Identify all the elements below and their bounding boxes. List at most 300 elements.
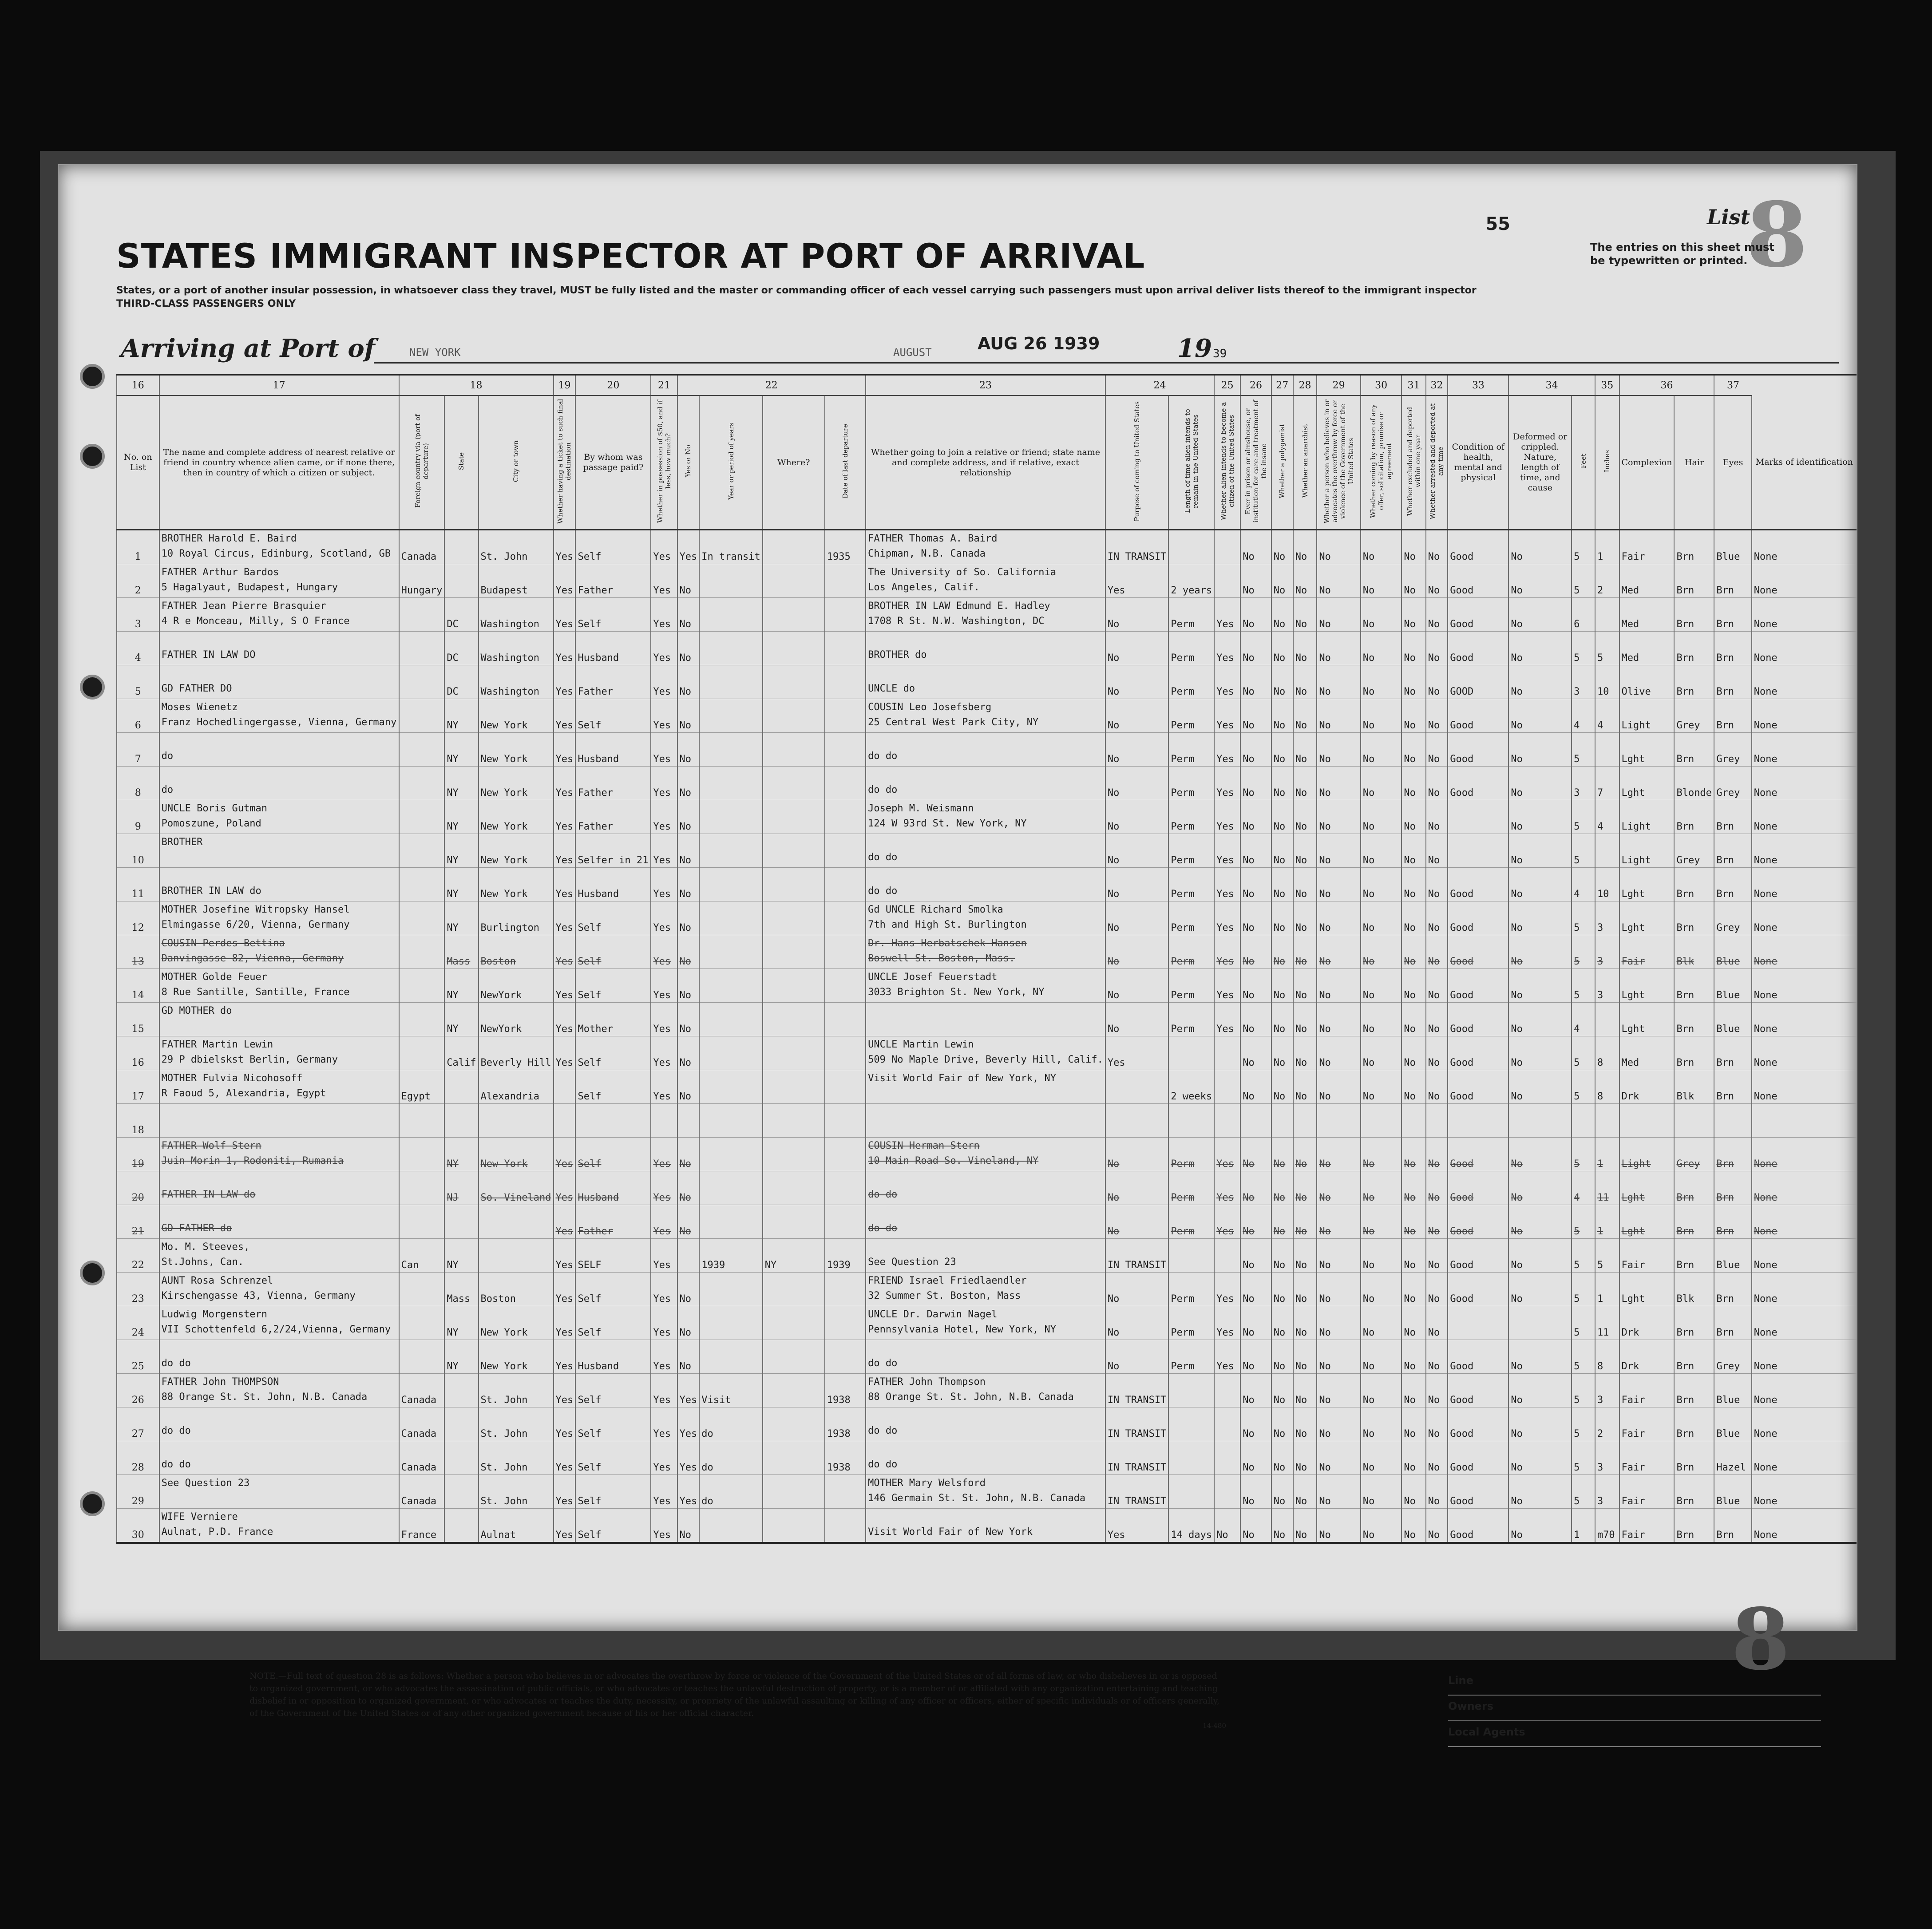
marks-cell: None <box>1752 901 1857 935</box>
where-cell <box>763 800 825 834</box>
header-arrested-label: Whether arrested and deported at any time <box>1429 403 1445 519</box>
m50-cell: Yes <box>651 1205 677 1239</box>
q30-cell: No <box>1401 564 1425 598</box>
complexion-cell: Drk <box>1619 1070 1675 1104</box>
rel2-text: 4 R e Monceau, Milly, S O France <box>161 616 350 627</box>
m50-cell: Yes <box>651 1171 677 1205</box>
passenger-row <box>117 1138 1857 1171</box>
joining-cell <box>866 1407 1105 1441</box>
col-37-number: 37 <box>1714 375 1751 395</box>
marks-cell: None <box>1752 969 1857 1003</box>
col-34-number: 34 <box>1508 375 1595 395</box>
feet-cell: 5 <box>1572 1070 1595 1104</box>
rel2-text: FATHER IN LAW DO <box>161 649 256 660</box>
passenger-row <box>117 1340 1857 1374</box>
header-prison <box>1240 395 1271 530</box>
length-cell: Perm <box>1168 1340 1214 1374</box>
join2-text <box>868 1087 1103 1102</box>
rel1-text <box>162 1171 397 1188</box>
q29-cell: No <box>1361 868 1401 901</box>
marks-cell: None <box>1752 1273 1857 1306</box>
q30-cell: No <box>1401 1003 1425 1036</box>
joining-cell <box>866 733 1105 767</box>
header-length <box>1168 395 1214 530</box>
dep-cell <box>825 1340 866 1374</box>
q29-cell: No <box>1361 564 1401 598</box>
q25-cell: No <box>1240 733 1271 767</box>
rel1-text <box>162 632 397 648</box>
paid-cell: Self <box>575 1374 651 1407</box>
marks-cell: None <box>1752 1003 1857 1036</box>
via-cell <box>399 1171 445 1205</box>
ticket-cell: Yes <box>554 800 576 834</box>
rel1-text <box>162 868 397 885</box>
years-cell <box>699 1205 762 1239</box>
hair-cell: Brn <box>1674 530 1714 564</box>
years-cell <box>699 868 762 901</box>
years-cell <box>699 1509 762 1543</box>
hair-cell: Brn <box>1674 1407 1714 1441</box>
marks-cell: None <box>1752 1205 1857 1239</box>
q26-cell: No <box>1271 1070 1293 1104</box>
q25-cell: No <box>1240 1374 1271 1407</box>
deformed-cell: No <box>1508 1475 1572 1509</box>
header-overthrow-label: Whether a person who believes in or advocates the overthrow by force or violence of the Government of the United States <box>1322 399 1355 523</box>
hair-cell: Brn <box>1674 800 1714 834</box>
city-cell: Washington <box>479 665 554 699</box>
q28-cell: No <box>1317 1036 1361 1070</box>
m50-cell <box>651 1104 677 1138</box>
inches-cell: m70 <box>1595 1509 1619 1543</box>
rel1-text: FATHER Wolf Stern <box>161 1140 261 1151</box>
joining-cell <box>866 1340 1105 1374</box>
citizen-cell: Yes <box>1214 1138 1240 1171</box>
join2-text: Los Angeles, Calif. <box>868 582 980 593</box>
joining-cell <box>866 800 1105 834</box>
marks-cell: None <box>1752 1239 1857 1273</box>
no-cell: 12 <box>117 901 159 935</box>
ever-cell: No <box>677 901 700 935</box>
complexion-cell: Fair <box>1619 1407 1675 1441</box>
header-feet <box>1572 395 1595 530</box>
rel1-text: FATHER Jean Pierre Brasquier <box>161 601 326 612</box>
marks-cell: None <box>1752 834 1857 868</box>
citizen-cell: Yes <box>1214 868 1240 901</box>
m50-cell: Yes <box>651 598 677 632</box>
q29-cell: No <box>1361 1138 1401 1171</box>
eyes-cell: Blue <box>1714 530 1751 564</box>
inches-cell: 2 <box>1595 1407 1619 1441</box>
health-cell: Good <box>1448 1374 1508 1407</box>
q30-cell: No <box>1401 1171 1425 1205</box>
q26-cell: No <box>1271 1374 1293 1407</box>
q26-cell: No <box>1271 1239 1293 1273</box>
q27-cell: No <box>1293 699 1317 733</box>
ticket-cell: Yes <box>554 1273 576 1306</box>
length-cell: Perm <box>1168 1171 1214 1205</box>
join2-text: 25 Central West Park City, NY <box>868 717 1039 728</box>
inches-cell: 5 <box>1595 1239 1619 1273</box>
col-33-number: 33 <box>1448 375 1508 395</box>
complexion-cell: Lght <box>1619 1171 1675 1205</box>
state-cell: NJ <box>444 1171 478 1205</box>
hair-cell: Brn <box>1674 1171 1714 1205</box>
m50-cell: Yes <box>651 1036 677 1070</box>
header-foreign-country-label: Foreign country via (port of departure) <box>413 414 430 508</box>
purpose-cell: IN TRANSIT <box>1105 1374 1168 1407</box>
hair-cell: Blk <box>1674 935 1714 969</box>
passenger-row <box>117 1171 1857 1205</box>
line-field: Line <box>1448 1674 1821 1696</box>
ever-cell: Yes <box>677 1374 700 1407</box>
length-cell: Perm <box>1168 1273 1214 1306</box>
joining-cell <box>866 1138 1105 1171</box>
col-28-number: 28 <box>1293 375 1317 395</box>
ticket-cell: Yes <box>554 699 576 733</box>
deformed-cell: No <box>1508 1340 1572 1374</box>
length-cell: 2 years <box>1168 564 1214 598</box>
where-cell <box>763 1407 825 1441</box>
state-cell: Mass <box>444 1273 478 1306</box>
q31-cell: No <box>1426 1475 1448 1509</box>
rel2-text: do do <box>161 1459 191 1470</box>
complexion-cell: Light <box>1619 1138 1675 1171</box>
purpose-cell: Yes <box>1105 564 1168 598</box>
purpose-cell: IN TRANSIT <box>1105 1239 1168 1273</box>
state-cell: NY <box>444 800 478 834</box>
rel2-text: Danvingasse 82, Vienna, Germany <box>161 953 344 964</box>
paid-cell: Self <box>575 598 651 632</box>
years-cell <box>699 969 762 1003</box>
m50-cell: Yes <box>651 935 677 969</box>
rel2-text: 10 Royal Circus, Edinburg, Scotland, GB <box>161 548 391 559</box>
feet-cell: 5 <box>1572 1239 1595 1273</box>
join1-text <box>868 1104 1103 1121</box>
where-cell <box>763 1340 825 1374</box>
q31-cell: No <box>1426 1407 1448 1441</box>
join1-text: Visit World Fair of New York, NY <box>868 1073 1056 1084</box>
purpose-cell: No <box>1105 767 1168 800</box>
header-50-dollars-label: Whether in possession of $50, and if less, how much? <box>656 399 672 523</box>
via-cell <box>399 868 445 901</box>
header-citizen-label: Whether alien intends to become a citizen of the United States <box>1219 402 1235 520</box>
m50-cell: Yes <box>651 1340 677 1374</box>
passenger-row <box>117 1509 1857 1543</box>
rel2-text <box>162 1121 397 1136</box>
m50-cell: Yes <box>651 901 677 935</box>
inches-cell: 11 <box>1595 1306 1619 1340</box>
purpose-cell: No <box>1105 733 1168 767</box>
eyes-cell: Brn <box>1714 1273 1751 1306</box>
m50-cell: Yes <box>651 1070 677 1104</box>
q25-cell: No <box>1240 767 1271 800</box>
ever-cell: No <box>677 1003 700 1036</box>
join2-text: See Question 23 <box>868 1257 956 1268</box>
feet-cell: 5 <box>1572 935 1595 969</box>
joining-cell <box>866 598 1105 632</box>
m50-cell: Yes <box>651 868 677 901</box>
length-cell <box>1168 1475 1214 1509</box>
rel1-text <box>162 767 397 783</box>
passenger-row <box>117 1003 1857 1036</box>
paid-cell: Self <box>575 901 651 935</box>
years-cell <box>699 1306 762 1340</box>
citizen-cell: Yes <box>1214 1340 1240 1374</box>
join1-text: The University of So. California <box>868 567 1056 578</box>
dep-cell <box>825 1205 866 1239</box>
col-23-number: 23 <box>866 375 1105 395</box>
q25-cell: No <box>1240 1273 1271 1306</box>
dep-cell <box>825 1036 866 1070</box>
rel2-text: GD FATHER do <box>161 1223 232 1234</box>
q26-cell: No <box>1271 1509 1293 1543</box>
health-cell: Good <box>1448 1205 1508 1239</box>
rel2-text: Juin Morin 1, Rodoniti, Rumania <box>161 1155 344 1166</box>
m50-cell: Yes <box>651 1273 677 1306</box>
citizen-cell: Yes <box>1214 834 1240 868</box>
q26-cell: No <box>1271 699 1293 733</box>
feet-cell: 4 <box>1572 868 1595 901</box>
join1-text <box>868 733 1103 750</box>
purpose-cell: IN TRANSIT <box>1105 530 1168 564</box>
citizen-cell: No <box>1214 1509 1240 1543</box>
eyes-cell: Blue <box>1714 1239 1751 1273</box>
q31-cell: No <box>1426 598 1448 632</box>
dep-cell: 1939 <box>825 1239 866 1273</box>
join1-text: FRIEND Israel Friedlaendler <box>868 1275 1027 1286</box>
via-cell <box>399 834 445 868</box>
purpose-cell: No <box>1105 969 1168 1003</box>
marks-cell <box>1752 1104 1857 1138</box>
q25-cell: No <box>1240 1171 1271 1205</box>
via-cell <box>399 733 445 767</box>
ever-cell: No <box>677 564 700 598</box>
citizen-cell: Yes <box>1214 1003 1240 1036</box>
rel2-text: Kirschengasse 43, Vienna, Germany <box>161 1290 356 1301</box>
ticket-cell: Yes <box>554 1003 576 1036</box>
no-cell: 19 <box>117 1138 159 1171</box>
inches-cell: 11 <box>1595 1171 1619 1205</box>
q28-cell: No <box>1317 1205 1361 1239</box>
rel1-text: FATHER John THOMPSON <box>161 1376 279 1387</box>
hair-cell: Brn <box>1674 1340 1714 1374</box>
length-cell: Perm <box>1168 767 1214 800</box>
feet-cell: 4 <box>1572 699 1595 733</box>
header-offer <box>1361 395 1401 530</box>
ticket-cell: Yes <box>554 1475 576 1509</box>
ever-cell <box>677 1104 700 1138</box>
city-cell: Budapest <box>479 564 554 598</box>
length-cell: Perm <box>1168 1003 1214 1036</box>
deformed-cell: No <box>1508 1205 1572 1239</box>
where-cell <box>763 1374 825 1407</box>
dep-cell <box>825 733 866 767</box>
list-label: List <box>1707 205 1750 229</box>
ticket-cell: Yes <box>554 1509 576 1543</box>
join2-text: do do <box>868 852 898 863</box>
years-cell <box>699 1003 762 1036</box>
relative-cell <box>159 1070 399 1104</box>
ever-cell: No <box>677 1340 700 1374</box>
owners-field: Owners <box>1448 1700 1821 1721</box>
feet-cell: 5 <box>1572 530 1595 564</box>
via-cell: Canada <box>399 530 445 564</box>
q31-cell: No <box>1426 1340 1448 1374</box>
q26-cell: No <box>1271 1340 1293 1374</box>
header-state-label: State <box>457 452 466 470</box>
join1-text <box>868 1509 1103 1526</box>
relative-cell <box>159 1509 399 1543</box>
citizen-cell: Yes <box>1214 598 1240 632</box>
join2-text: Visit World Fair of New York <box>868 1526 1033 1538</box>
ever-cell: No <box>677 598 700 632</box>
complexion-cell: Fair <box>1619 1475 1675 1509</box>
purpose-cell: No <box>1105 1273 1168 1306</box>
rel2-text: do <box>161 784 174 795</box>
feet-cell: 5 <box>1572 1441 1595 1475</box>
eyes-cell: Grey <box>1714 901 1751 935</box>
where-cell <box>763 1509 825 1543</box>
feet-cell: 5 <box>1572 901 1595 935</box>
length-cell: Perm <box>1168 834 1214 868</box>
paid-cell: Self <box>575 699 651 733</box>
header-inches <box>1595 395 1619 530</box>
ever-cell: No <box>677 935 700 969</box>
join2-text: 7th and High St. Burlington <box>868 919 1027 930</box>
purpose-cell: No <box>1105 1003 1168 1036</box>
passenger-row <box>117 1070 1857 1104</box>
purpose-cell: No <box>1105 868 1168 901</box>
q29-cell: No <box>1361 1171 1401 1205</box>
marks-cell: None <box>1752 935 1857 969</box>
q30-cell: No <box>1401 868 1425 901</box>
marks-cell: None <box>1752 530 1857 564</box>
q26-cell: No <box>1271 1036 1293 1070</box>
feet-cell <box>1572 1104 1595 1138</box>
join1-text <box>868 868 1103 885</box>
feet-cell: 5 <box>1572 834 1595 868</box>
relative-cell <box>159 1441 399 1475</box>
marks-cell: None <box>1752 1306 1857 1340</box>
city-cell <box>479 1104 554 1138</box>
inches-cell: 8 <box>1595 1070 1619 1104</box>
length-cell: Perm <box>1168 800 1214 834</box>
q29-cell: No <box>1361 1003 1401 1036</box>
feet-cell: 5 <box>1572 1205 1595 1239</box>
complexion-cell: Fair <box>1619 530 1675 564</box>
header-foreign-country <box>399 395 445 530</box>
where-cell <box>763 901 825 935</box>
where-cell <box>763 935 825 969</box>
rel1-text <box>162 733 397 750</box>
marks-cell: None <box>1752 632 1857 665</box>
via-cell <box>399 1340 445 1374</box>
citizen-cell: Yes <box>1214 935 1240 969</box>
feet-cell: 4 <box>1572 1171 1595 1205</box>
m50-cell: Yes <box>651 632 677 665</box>
q30-cell: No <box>1401 1306 1425 1340</box>
eyes-cell: Brn <box>1714 800 1751 834</box>
passenger-manifest-table <box>116 374 1857 1544</box>
rel1-text <box>162 1407 397 1424</box>
deformed-cell <box>1508 1306 1572 1340</box>
eyes-cell: Brn <box>1714 1070 1751 1104</box>
paid-cell: Self <box>575 935 651 969</box>
q30-cell: No <box>1401 1070 1425 1104</box>
via-cell <box>399 969 445 1003</box>
q25-cell: No <box>1240 1036 1271 1070</box>
paid-cell: Father <box>575 800 651 834</box>
inches-cell: 3 <box>1595 901 1619 935</box>
years-cell <box>699 699 762 733</box>
feet-cell: 5 <box>1572 1273 1595 1306</box>
join1-text <box>868 1340 1103 1357</box>
join1-text: Gd UNCLE Richard Smolka <box>868 904 1003 915</box>
complexion-cell: Lght <box>1619 1205 1675 1239</box>
q29-cell: No <box>1361 1273 1401 1306</box>
q26-cell: No <box>1271 1441 1293 1475</box>
q30-cell: No <box>1401 665 1425 699</box>
arrival-underline <box>374 362 1839 364</box>
q31-cell: No <box>1426 699 1448 733</box>
deformed-cell: No <box>1508 800 1572 834</box>
rel1-text <box>162 1104 397 1121</box>
city-cell: St. John <box>479 530 554 564</box>
years-cell <box>699 1104 762 1138</box>
passenger-row <box>117 1407 1857 1441</box>
no-cell: 3 <box>117 598 159 632</box>
q27-cell: No <box>1293 1306 1317 1340</box>
eyes-cell: Hazel <box>1714 1441 1751 1475</box>
m50-cell: Yes <box>651 699 677 733</box>
join2-text <box>868 1020 1103 1035</box>
joining-cell <box>866 1441 1105 1475</box>
q26-cell: No <box>1271 1171 1293 1205</box>
years-cell <box>699 1070 762 1104</box>
no-cell: 10 <box>117 834 159 868</box>
header-no-on-list: No. on List <box>117 395 159 530</box>
header-years-label: Year or period of years <box>727 423 735 500</box>
inches-cell <box>1595 834 1619 868</box>
deformed-cell: No <box>1508 1138 1572 1171</box>
paid-cell: Husband <box>575 1171 651 1205</box>
q27-cell: No <box>1293 530 1317 564</box>
q25-cell: No <box>1240 665 1271 699</box>
q25-cell: No <box>1240 530 1271 564</box>
header-ticket-label: Whether having a ticket to such final destination <box>556 399 573 524</box>
header-eyes: Eyes <box>1714 395 1751 530</box>
where-cell <box>763 1441 825 1475</box>
q25-cell: No <box>1240 800 1271 834</box>
page-number: 55 <box>1485 214 1510 234</box>
binder-hole <box>80 444 105 469</box>
deformed-cell: No <box>1508 1239 1572 1273</box>
q30-cell: No <box>1401 767 1425 800</box>
q27-cell: No <box>1293 969 1317 1003</box>
no-cell: 21 <box>117 1205 159 1239</box>
q30-cell: No <box>1401 1205 1425 1239</box>
inches-cell: 10 <box>1595 868 1619 901</box>
marks-cell: None <box>1752 1441 1857 1475</box>
join2-text: BROTHER do <box>868 649 927 660</box>
feet-cell: 5 <box>1572 1475 1595 1509</box>
state-cell: DC <box>444 632 478 665</box>
purpose-cell: No <box>1105 935 1168 969</box>
q25-cell: No <box>1240 1340 1271 1374</box>
passenger-row <box>117 564 1857 598</box>
passenger-row <box>117 699 1857 733</box>
years-cell <box>699 901 762 935</box>
